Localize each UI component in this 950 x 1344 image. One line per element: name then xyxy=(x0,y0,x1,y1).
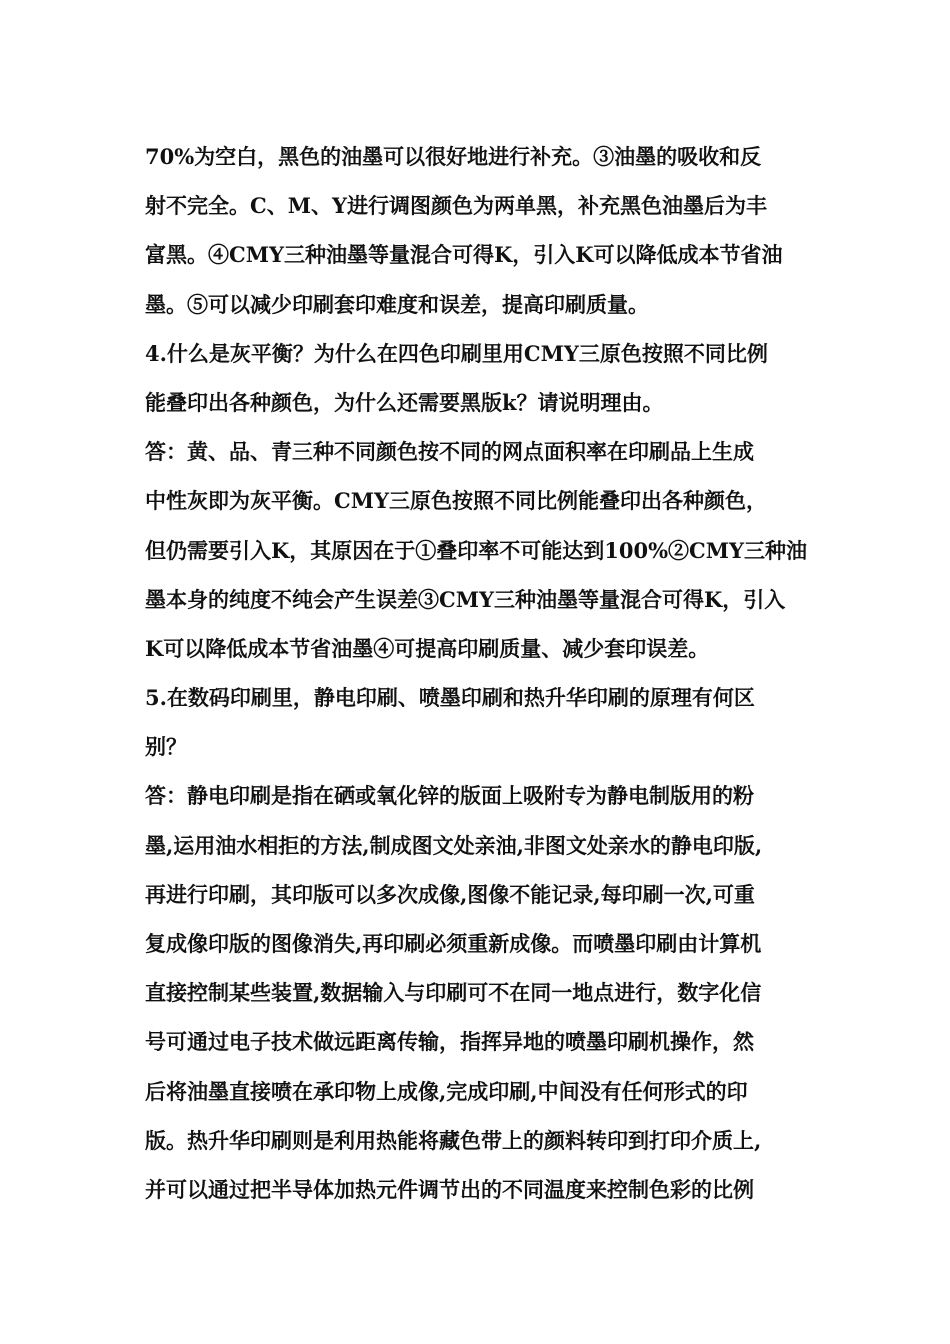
body-text xyxy=(145,132,825,1214)
answer-line: 中性灰即为灰平衡。CMY三原色按照不同比例能叠印出各种颜色， xyxy=(145,488,767,514)
text-line: 墨。⑤可以减少印刷套印难度和误差，提高印刷质量。 xyxy=(145,291,649,317)
answer-line: 答：黄、品、青三种不同颜色按不同的网点面积率在印刷品上生成 xyxy=(145,439,754,465)
answer-line: 墨,运用油水相拒的方法,制成图文处亲油,非图文处亲水的静电印版, xyxy=(145,832,763,858)
answer-line: 并可以通过把半导体加热元件调节出的不同温度来控制色彩的比例 xyxy=(145,1176,754,1202)
answer-line: 版。热升华印刷则是利用热能将藏色带上的颜料转印到打印介质上, xyxy=(145,1127,762,1153)
question-line: 能叠印出各种颜色，为什么还需要黑版k？请说明理由。 xyxy=(145,389,664,415)
answer-line: 但仍需要引入K，其原因在于①叠印率不可能达到100%②CMY三种油 xyxy=(145,537,807,563)
answer-line: K可以降低成本节省油墨④可提高印刷质量、减少套印误差。 xyxy=(145,635,710,661)
answer-line: 号可通过电子技术做远距离传输，指挥异地的喷墨印刷机操作，然 xyxy=(145,1029,754,1055)
text-line: 富黑。④CMY三种油墨等量混合可得K，引入K可以降低成本节省油 xyxy=(145,242,783,268)
answer-line: 墨本身的纯度不纯会产生误差③CMY三种油墨等量混合可得K，引入 xyxy=(145,586,786,612)
answer-line: 再进行印刷，其印版可以多次成像,图像不能记录,每印刷一次,可重 xyxy=(145,881,755,907)
answer-line: 后将油墨直接喷在承印物上成像,完成印刷,中间没有任何形式的印 xyxy=(145,1078,748,1104)
text-line: 70%为空白，黑色的油墨可以很好地进行补充。③油墨的吸收和反 xyxy=(145,144,762,169)
answer-line: 答：静电印刷是指在硒或氧化锌的版面上吸附专为静电制版用的粉 xyxy=(145,783,754,809)
question-line: 5.在数码印刷里，静电印刷、喷墨印刷和热升华印刷的原理有何区 xyxy=(145,685,755,711)
question-line: 4.什么是灰平衡？为什么在四色印刷里用CMY三原色按照不同比例 xyxy=(145,340,768,366)
answer-line: 直接控制某些装置,数据输入与印刷可不在同一地点进行，数字化信 xyxy=(145,980,762,1006)
question-line: 别？ xyxy=(145,734,187,760)
answer-line: 复成像印版的图像消失,再印刷必须重新成像。而喷墨印刷由计算机 xyxy=(145,931,762,956)
text-line: 射不完全。C、M、Y进行调图颜色为两单黑，补充黑色油墨后为丰 xyxy=(145,193,767,219)
